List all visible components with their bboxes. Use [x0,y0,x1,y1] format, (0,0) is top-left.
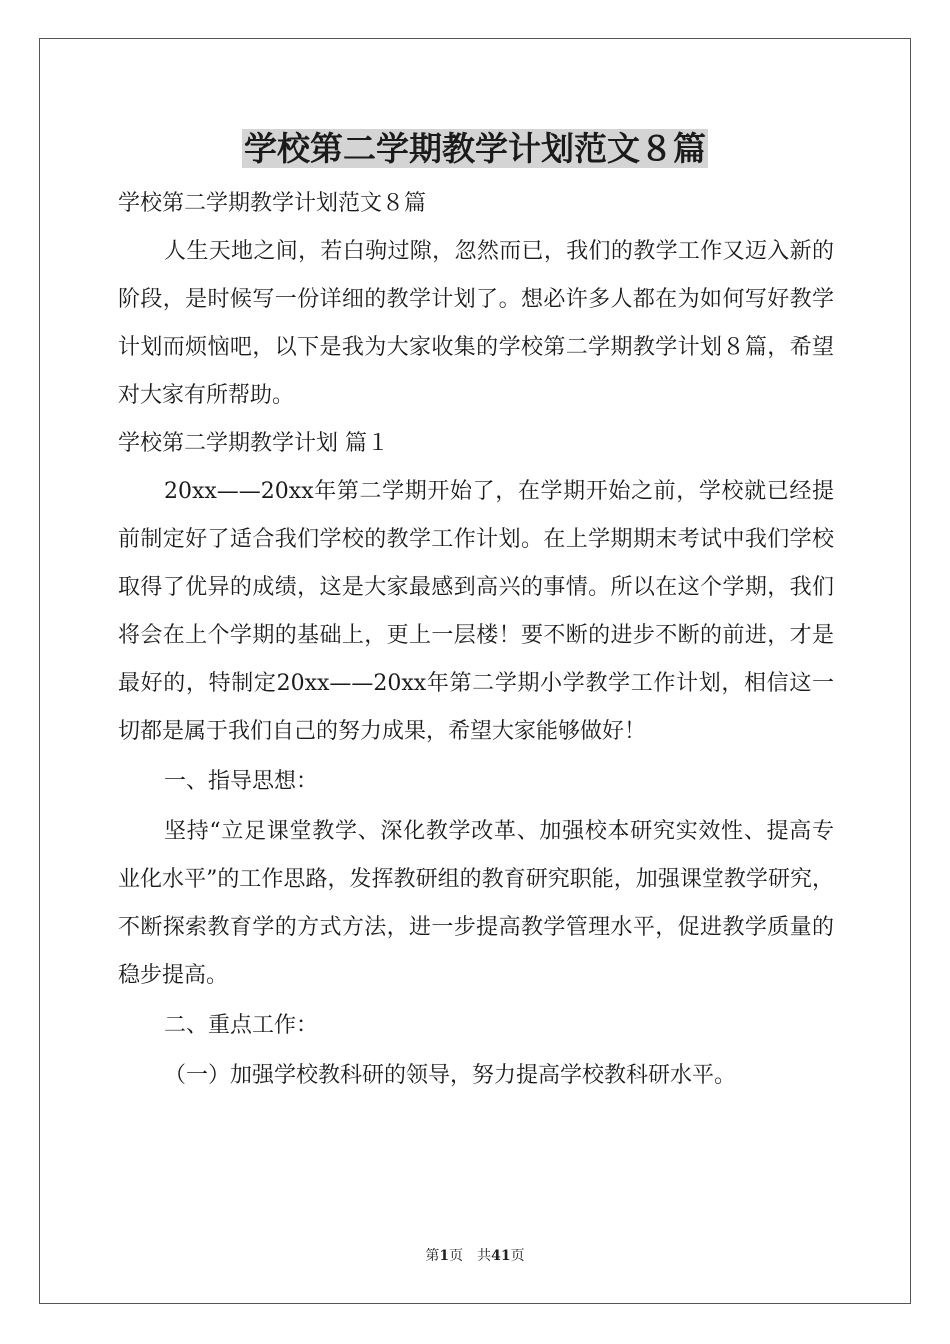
document-body [118,180,834,1100]
page-number: 1 [439,1248,450,1264]
page-label-prefix: 第 [425,1248,440,1264]
guiding-thought-heading: 一、指导思想： [164,769,319,794]
document-title [0,126,950,172]
key-work-item-1: （一）加强学校教科研的领导，努力提高学校教科研水平。 [164,1063,737,1088]
page-footer [0,1246,950,1266]
section-heading-1: 学校第二学期教学计划 篇１ [118,431,389,456]
key-work-heading: 二、重点工作： [164,1013,319,1038]
subtitle-line: 学校第二学期教学计划范文８篇 [118,191,427,216]
body-paragraph-1: 20xx——20xx年第二学期开始了，在学期开始之前，学校就已经提前制定好了适合我们学校的教学工作计划。在上学期期末考试中我们学校取得了优异的成绩，这是大家最感到高兴的事情。所以在这个学期，我们将会在上个学期的基础上，更上一层楼！要不断的进步不断的前进，才是最好的，特制定20xx——20xx年第二学期小学教学工作计划，相信这一切都是属于我们自己的努力成果，希望大家能够做好！ [118,479,834,744]
total-pages: 41 [491,1248,511,1264]
total-label-prefix: 共 [477,1248,492,1264]
total-label-suffix: 页 [510,1248,525,1264]
page-label-suffix: 页 [449,1248,464,1264]
document-title-text: 学校第二学期教学计划范文８篇 [244,129,706,168]
body-paragraph-2: 坚持“立足课堂教学、深化教学改革、加强校本研究实效性、提高专业化水平”的工作思路，发挥教研组的教育研究职能，加强课堂教学研究，不断探索教育学的方式方法，进一步提高教学管理水平，促进教学质量的稳步提高。 [118,819,834,988]
intro-paragraph: 人生天地之间，若白驹过隙，忽然而已，我们的教学工作又迈入新的阶段，是时候写一份详细的教学计划了。想必许多人都在为如何写好教学计划而烦恼吧，以下是我为大家收集的学校第二学期教学计划８篇，希望对大家有所帮助。 [118,239,834,408]
